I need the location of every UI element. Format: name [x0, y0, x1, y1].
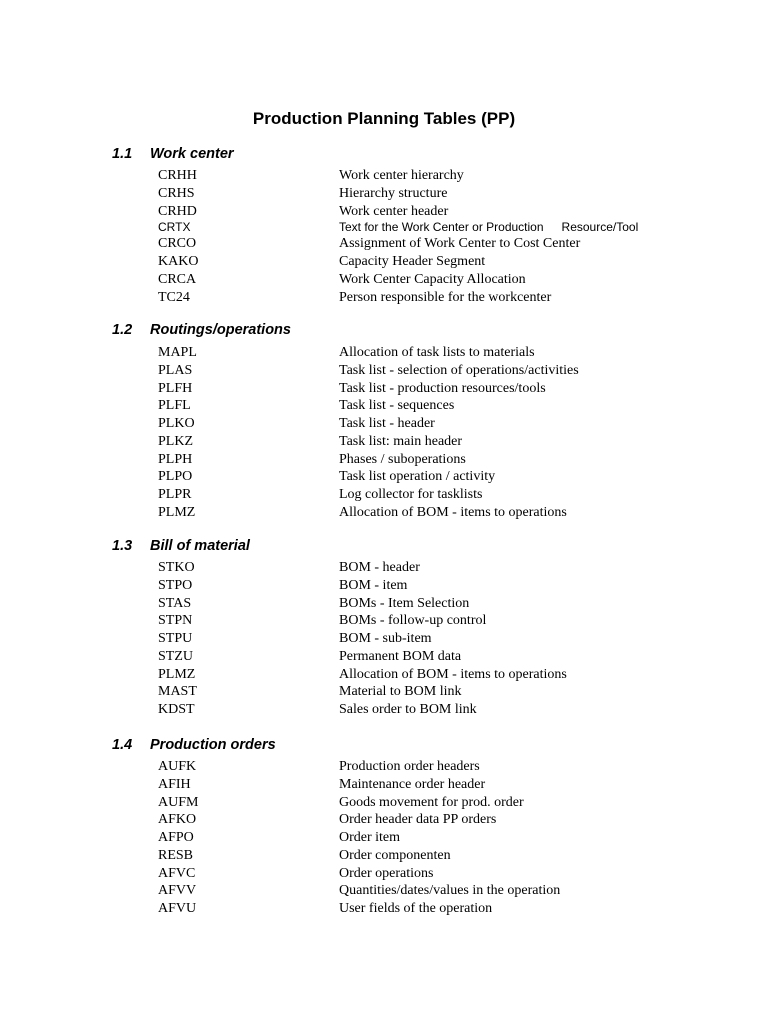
table-row — [158, 882, 718, 900]
table-description: Task list: main header — [339, 433, 463, 449]
section-heading-work-center — [112, 145, 234, 163]
table-code: AFIH — [158, 776, 191, 792]
table-row — [158, 577, 718, 595]
table-description — [339, 220, 638, 235]
table-description: Sales order to BOM link — [339, 702, 477, 717]
table-code: STZU — [158, 648, 193, 664]
table-code: CRTX — [158, 220, 191, 235]
table-code: KDST — [158, 702, 195, 717]
table-code: RESB — [158, 847, 194, 863]
table-description: Allocation of BOM - items to operations — [339, 666, 567, 682]
table-description-extra: Resource/Tool — [561, 220, 639, 235]
table-description: Order header data PP orders — [339, 812, 497, 828]
table-description: User fields of the operation — [339, 901, 493, 916]
section-heading-bill-of-material — [112, 537, 250, 555]
table-list-bill-of-material — [158, 559, 718, 719]
table-code: AUFM — [158, 794, 199, 810]
table-description: Work Center Capacity Allocation — [339, 271, 526, 287]
table-code: CRHH — [158, 168, 197, 183]
table-code: MAPL — [158, 345, 197, 360]
table-code: AFVV — [158, 883, 197, 899]
section-number: 1.3 — [112, 538, 133, 554]
table-code: PLKZ — [158, 433, 193, 449]
section-heading-routings-operations — [112, 321, 291, 339]
table-row — [158, 758, 718, 776]
table-description: Phases / suboperations — [339, 451, 466, 467]
table-row — [158, 203, 718, 221]
table-description: Hierarchy structure — [339, 185, 448, 201]
table-row — [158, 794, 718, 812]
table-code: PLPH — [158, 451, 193, 467]
table-code: PLKO — [158, 416, 195, 431]
table-row — [158, 185, 718, 203]
section-number: 1.4 — [112, 737, 133, 753]
table-description: BOM - item — [339, 577, 408, 593]
table-description: Allocation of task lists to materials — [339, 345, 535, 360]
table-description: Material to BOM link — [339, 684, 462, 700]
table-row — [158, 776, 718, 794]
table-code: AFKO — [158, 812, 197, 828]
table-row — [158, 433, 718, 451]
table-code: STPO — [158, 577, 193, 593]
table-list-work-center — [158, 167, 718, 306]
table-code: CRHS — [158, 185, 195, 201]
table-row — [158, 289, 718, 307]
table-row — [158, 847, 718, 865]
section-title: Routings/operations — [150, 322, 291, 338]
table-description: Goods movement for prod. order — [339, 794, 524, 810]
table-row — [158, 415, 718, 433]
table-code: AUFK — [158, 759, 197, 774]
table-description: Allocation of BOM - items to operations — [339, 504, 567, 520]
table-description: Quantities/dates/values in the operation — [339, 883, 561, 899]
table-row — [158, 397, 718, 415]
table-row — [158, 666, 718, 684]
table-description: BOM - header — [339, 560, 420, 575]
table-description: Assignment of Work Center to Cost Center — [339, 236, 581, 252]
table-row — [158, 253, 718, 271]
table-row — [158, 220, 718, 235]
table-row — [158, 362, 718, 380]
table-description: Capacity Header Segment — [339, 254, 486, 269]
table-row — [158, 167, 718, 185]
table-row — [158, 900, 718, 918]
table-description: Work center hierarchy — [339, 168, 464, 183]
table-code: STPN — [158, 613, 193, 629]
table-description: Work center header — [339, 203, 449, 219]
table-code: STKO — [158, 560, 195, 575]
table-row — [158, 648, 718, 666]
table-row — [158, 683, 718, 701]
table-code: TC24 — [158, 289, 190, 305]
table-row — [158, 811, 718, 829]
table-row — [158, 235, 718, 253]
table-code: AFVU — [158, 901, 197, 916]
section-heading-production-orders — [112, 736, 276, 754]
table-description: Task list - production resources/tools — [339, 380, 546, 396]
section-title: Work center — [150, 146, 234, 162]
table-code: MAST — [158, 684, 197, 700]
table-row — [158, 595, 718, 613]
table-code: STAS — [158, 595, 192, 611]
table-row — [158, 451, 718, 469]
table-description: Order componenten — [339, 847, 451, 863]
table-code: AFPO — [158, 830, 194, 845]
table-row — [158, 630, 718, 648]
table-row — [158, 486, 718, 504]
table-row — [158, 344, 718, 362]
section-number: 1.2 — [112, 322, 133, 338]
table-description: BOMs - follow-up control — [339, 613, 487, 629]
table-code: PLMZ — [158, 504, 196, 520]
table-list-production-orders — [158, 758, 718, 918]
table-description: Person responsible for the workcenter — [339, 289, 552, 305]
table-code: PLFH — [158, 380, 193, 396]
section-title: Production orders — [150, 737, 276, 753]
table-description: Order item — [339, 830, 401, 845]
table-description: Order operations — [339, 865, 434, 881]
table-code: PLAS — [158, 362, 193, 378]
table-description: BOMs - Item Selection — [339, 595, 470, 611]
table-description: Production order headers — [339, 759, 480, 774]
table-description-text: Text for the Work Center or Production — [339, 220, 544, 235]
table-description: Task list - header — [339, 416, 435, 431]
table-code: KAKO — [158, 254, 199, 269]
table-code: STPU — [158, 631, 193, 646]
table-code: PLPR — [158, 487, 192, 502]
table-description: Task list - sequences — [339, 398, 455, 414]
table-description: Permanent BOM data — [339, 648, 462, 664]
table-row — [158, 468, 718, 486]
section-title: Bill of material — [150, 538, 250, 554]
table-row — [158, 271, 718, 289]
table-code: PLMZ — [158, 666, 196, 682]
table-row — [158, 865, 718, 883]
table-row — [158, 701, 718, 719]
table-code: CRCO — [158, 236, 197, 252]
document-title: Production Planning Tables (PP) — [252, 109, 516, 128]
table-code: PLPO — [158, 469, 193, 485]
table-list-routings-operations — [158, 344, 718, 522]
table-code: CRHD — [158, 203, 197, 219]
table-description: Task list operation / activity — [339, 469, 496, 485]
table-description: Maintenance order header — [339, 776, 486, 792]
table-description: BOM - sub-item — [339, 631, 432, 646]
table-description: Log collector for tasklists — [339, 487, 483, 502]
table-row — [158, 829, 718, 847]
table-code: AFVC — [158, 865, 196, 881]
table-description: Task list - selection of operations/activities — [339, 362, 579, 378]
table-row — [158, 380, 718, 398]
table-row — [158, 504, 718, 522]
table-code: PLFL — [158, 398, 191, 414]
table-row — [158, 559, 718, 577]
table-row — [158, 612, 718, 630]
table-code: CRCA — [158, 271, 197, 287]
section-number: 1.1 — [112, 146, 133, 162]
